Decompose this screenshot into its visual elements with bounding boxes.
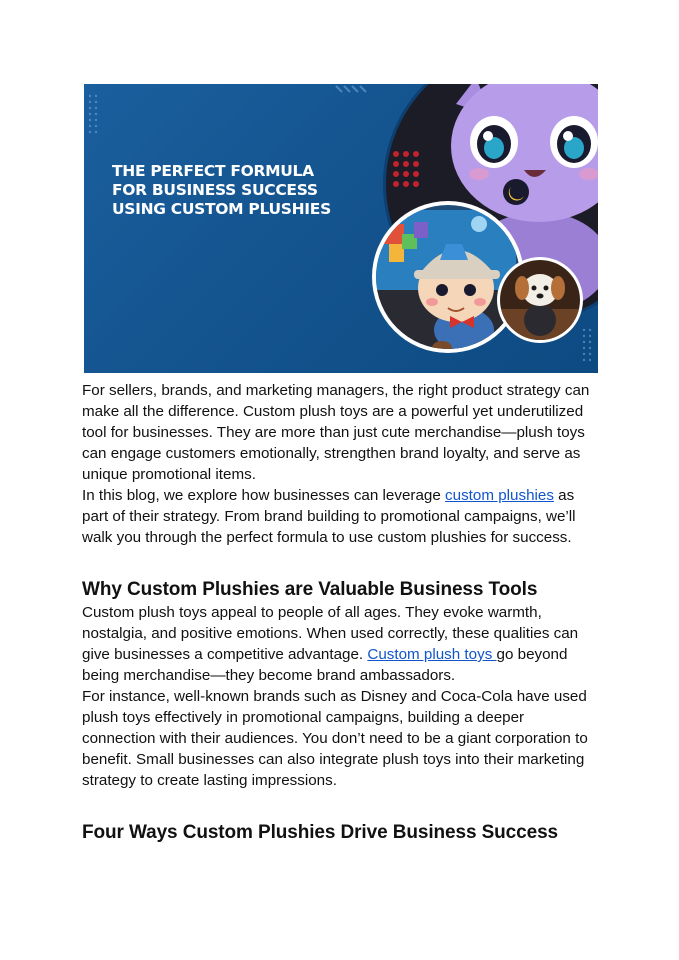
intro-paragraph-2 [82, 485, 597, 548]
hero-banner [84, 84, 598, 373]
intro-p2-text-after: as part of their strategy. From brand building to promotional campaigns, we’ll walk you through the perfect formula to use custom plushies for success. [82, 487, 576, 546]
custom-plushies-link[interactable]: custom plushies [445, 487, 554, 504]
banner-title-line-1: THE PERFECT FORMULA [112, 162, 314, 180]
intro-paragraph-1: For sellers, brands, and marketing managers, the right product strategy can make all the difference. Custom plush toys are a powerful yet underutilized tool for businesses. They are more than just cute merchandise—plush toys can engage customers emotionally, strengthen brand loyalty, and serve as unique promotional items. [82, 382, 590, 483]
section1-p1-text-before: Custom plush toys appeal to people of all ages. They evoke warmth, nostalgia, and positive emotions. When used correctly, these qualities can give businesses a competitive advantage. [82, 604, 579, 663]
custom-plush-toys-link[interactable]: Custom plush toys [367, 646, 497, 663]
spacer [82, 791, 597, 812]
section1-paragraph-1 [82, 602, 597, 686]
banner-title-line-3: USING CUSTOM PLUSHIES [112, 200, 331, 218]
article-body [82, 380, 597, 845]
section-heading-four-ways: Four Ways Custom Plushies Drive Business Success [82, 822, 558, 843]
banner-title-line-2: FOR BUSINESS SUCCESS [112, 181, 318, 199]
intro-p2-text-before: In this blog, we explore how businesses can leverage [82, 487, 446, 504]
section1-p1-text-after: go beyond being merchandise—they become brand ambassadors. [82, 646, 568, 684]
purple-plush-illustration [84, 84, 598, 373]
spacer [82, 548, 597, 569]
section1-paragraph-2: For instance, well-known brands such as Disney and Coca-Cola have used plush toys effectively in promotional campaigns, building a deeper connection with their audiences. You don’t need to be a giant corporation to benefit. Small businesses can also integrate plush toys into their marketing strategy to create lasting impressions. [82, 688, 588, 789]
section-heading-why: Why Custom Plushies are Valuable Business Tools [82, 579, 538, 600]
